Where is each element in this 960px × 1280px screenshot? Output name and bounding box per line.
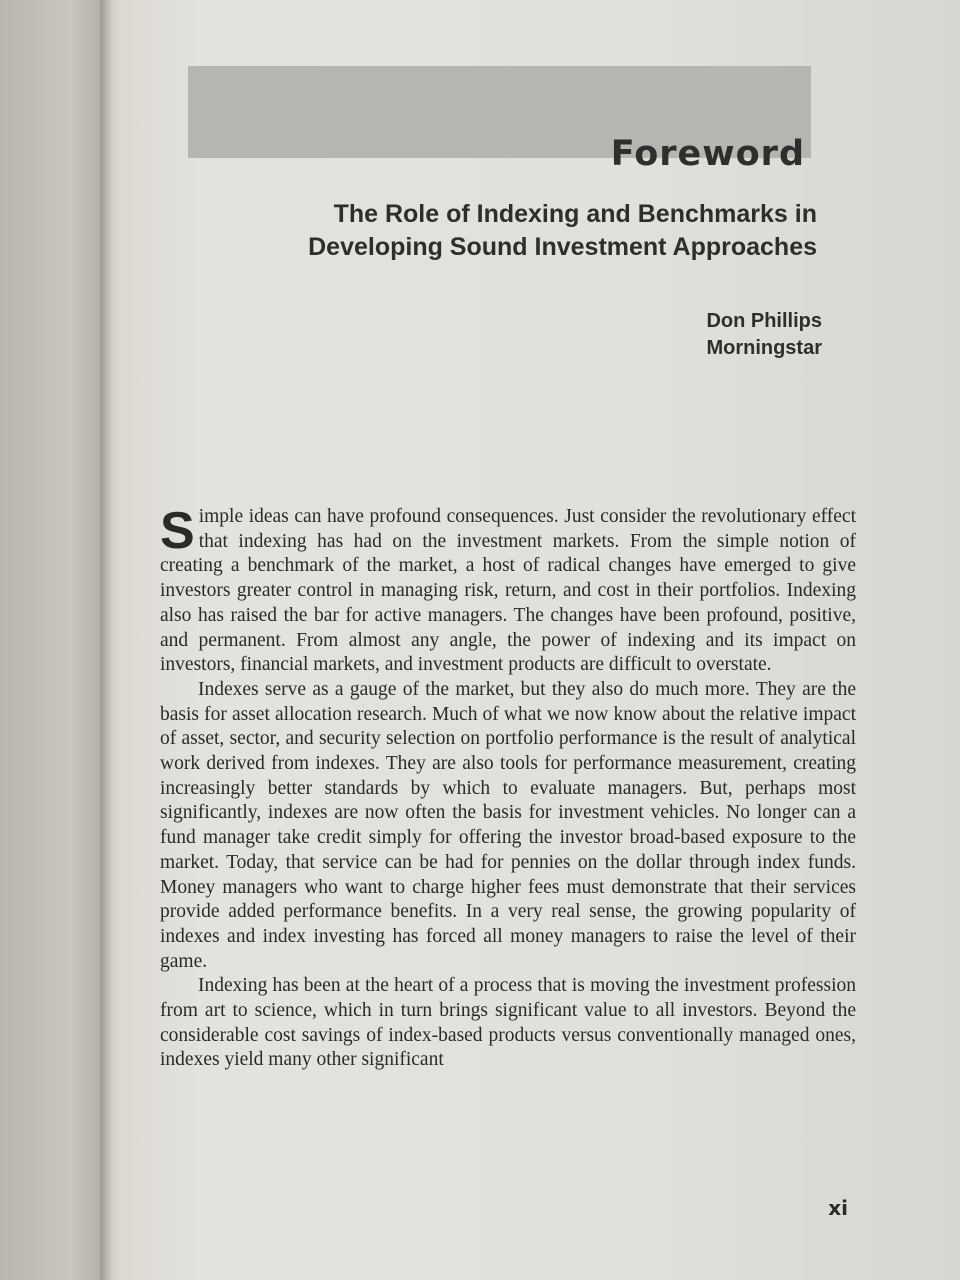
- paragraph-1: [160, 502, 856, 678]
- drop-cap: S: [160, 502, 195, 560]
- author-affiliation: Morningstar: [706, 337, 822, 359]
- author-block: [706, 308, 822, 362]
- chapter-subtitle: [217, 198, 817, 264]
- paragraph-2: Indexes serve as a gauge of the market, but they also do much more. They are the basis for asset allocation research. Much of what we now know about the relative impact of asset, sector, and security selection on portfolio performance is the result of analytical work derived from indexes. They are also tools for performance measurement, creating increasingly better standards by which to evaluate managers. But, perhaps most significantly, indexes are now often the basis for investment vehicles. No longer can a fund manager take credit simply for offering the investor broad-based exposure to the market. Today, that service can be had for pennies on the dollar through index funds. Money managers who want to charge higher fees must demonstrate that their services provide added performance benefits. In a very real sense, the growing popularity of indexes and index investing has forced all money managers to raise the level of their game.: [160, 678, 856, 972]
- subtitle-line-1: The Role of Indexing and Benchmarks in: [333, 200, 817, 228]
- author-name: Don Phillips: [706, 310, 822, 332]
- page-number: xi: [828, 1196, 848, 1220]
- paragraph-3: Indexing has been at the heart of a process that is moving the investment profession from art to science, which in turn brings significant value to all investors. Beyond the considerable cost savings of index-based products versus conventionally managed ones, indexes yield many other significant: [160, 975, 856, 1071]
- chapter-title: Foreword: [610, 134, 805, 174]
- book-page: [118, 0, 960, 1280]
- body-text: [160, 502, 856, 1073]
- paragraph-1-text: imple ideas can have profound consequences. Just consider the revolutionary effect that indexing has had on the investment markets. From the simple notion of creating a benchmark of the market, a host of radical changes have emerged to give investors greater control in managing risk, return, and cost in their portfolios. Indexing also has raised the bar for active managers. The changes have been profound, positive, and permanent. From almost any angle, the power of indexing and its impact on investors, financial markets, and investment products are difficult to overstate.: [160, 506, 856, 676]
- subtitle-line-2: Developing Sound Investment Approaches: [308, 233, 817, 261]
